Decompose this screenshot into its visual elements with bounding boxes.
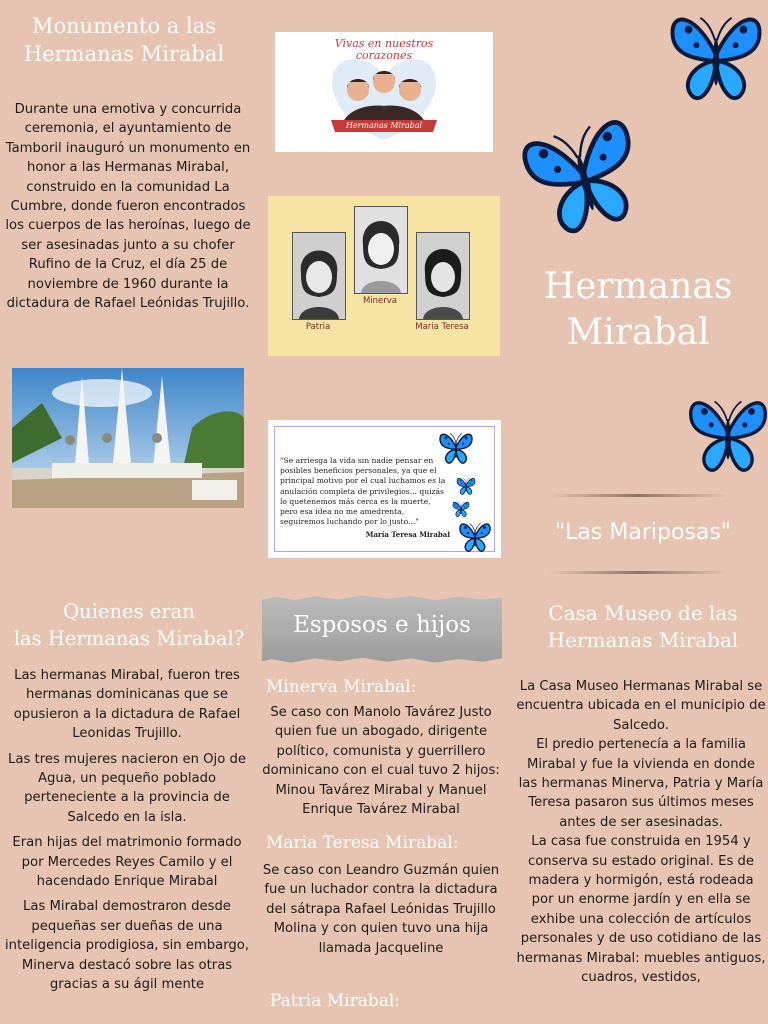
butterfly-icon <box>666 8 766 106</box>
butterfly-icon <box>501 102 667 252</box>
quienes-title: Quienes eran las Hermanas Mirabal? <box>13 600 245 650</box>
portraits-card <box>268 196 500 356</box>
cover-title: Hermanas Mirabal <box>543 266 733 353</box>
quote-author: María Teresa Mirabal <box>365 530 450 539</box>
vivas-logo-card <box>275 32 493 152</box>
quote-small-butterfly-icon <box>450 500 472 518</box>
maria-teresa-heading: Maria Teresa Mirabal: <box>266 833 459 853</box>
minerva-heading: Minerva Mirabal: <box>266 677 417 697</box>
esposos-title: Esposos e hijos <box>293 612 471 638</box>
logo-script-text: Vivas en nuestros corazones <box>334 37 434 62</box>
patria-heading: Patria Mirabal: <box>270 991 401 1011</box>
monument-photo <box>12 368 244 508</box>
butterfly-icon <box>686 390 768 480</box>
portrait-minerva-label: Minerva <box>362 296 398 306</box>
monumento-title: Monumento a las Hermanas Mirabal <box>23 14 225 66</box>
portrait-patria-label: Patria <box>305 322 331 332</box>
maria-teresa-body: Se caso con Leandro Guzmán quien fue un luchador contra la dictadura del sátrapa Rafael Leónidas Trujillo Molina y con quien tuvo una hija llamada Jacqueline <box>262 863 500 956</box>
portrait-maria-teresa-label: Maria Teresa <box>415 322 469 332</box>
quote-small-butterfly-icon <box>454 476 478 496</box>
quote-small-butterfly-icon <box>454 520 496 554</box>
quienes-p2: Las tres mujeres nacieron en Ojo de Agua, un pequeño poblado perteneciente a la provincia de Salcedo en la isla. <box>8 751 246 825</box>
quienes-p4: Las Mirabal demostraron desde pequeñas ser dueñas de una inteligencia prodigiosa, sin embargo, Minerva destacó sobre las otras gracias a su ágil mente <box>4 899 250 993</box>
portrait-maria-teresa <box>416 232 470 320</box>
quienes-p3: Eran hijas del matrimonio formado por Mercedes Reyes Camilo y el hacendado Enrique Mirabal <box>12 835 242 890</box>
quienes-p1: Las hermanas Mirabal, fueron tres hermanas dominicanas que se opusieron a la dictadura de Rafael Leonidas Trujillo. <box>13 668 241 742</box>
casa-title: Casa Museo de las Hermanas Mirabal <box>547 601 739 652</box>
minerva-body: Se caso con Manolo Tavárez Justo quien fue un abogado, dirigente político, comunista y guerrillero dominicano con el cual tuvo 2 hijos: Minou Tavárez Mirabal y Manuel Enrique Tavárez Mirabal <box>262 705 500 818</box>
logo-ribbon-text: Hermanas Mirabal <box>345 121 423 130</box>
quienes-body <box>2 666 252 995</box>
portrait-patria <box>292 232 346 320</box>
casa-body <box>516 677 766 988</box>
monumento-body: Durante una emotiva y concurrida ceremonia, el ayuntamiento de Tamboril inauguró un monumento en honor a las Hermanas Mirabal, construido en la comunidad La Cumbre, donde fueron encontrados los cuerpos de las heroínas, luego de ser asesinadas junto a su chofer Rufino de la Cruz, el día 25 de noviembre de 1960 durante la dictadura de Rafael Leónidas Trujillo. <box>5 102 251 312</box>
divider-top <box>548 494 728 497</box>
casa-p2: El predio pertenecía a la familia Mirabal y fue la vivienda en donde las hermanas Minerva, Patria y María Teresa pasaron sus últimos meses antes de ser asesinadas. <box>518 737 764 830</box>
casa-p1: La Casa Museo Hermanas Mirabal se encuentra ubicada en el municipio de Salcedo. <box>516 679 766 733</box>
divider-bottom <box>548 571 728 574</box>
quote-butterfly-icon <box>438 424 474 472</box>
casa-p3: La casa fue construida en 1954 y conserva su estado original. Es de madera y hormigón, está rodeada por un enorme jardín y en ella se exhibe una colección de artículos personales y de uso cotidiano de las hermanas Mirabal: muebles antiguos, cuadros, vestidos, <box>516 834 766 986</box>
cover-subtitle: "Las Mariposas" <box>555 520 731 545</box>
portrait-minerva <box>354 206 408 294</box>
quote-text: "Se arriesga la vida sin nadie pensar en posibles beneficios personales, ya que el principal motivo por el cual luchamos es la anulación completa de privilegios... quizás lo quetenemos más cerca es la muerte, pero esa idea no me amedrenta, seguiremos luchando por lo justo..." <box>280 456 446 527</box>
quote-card <box>268 420 501 558</box>
